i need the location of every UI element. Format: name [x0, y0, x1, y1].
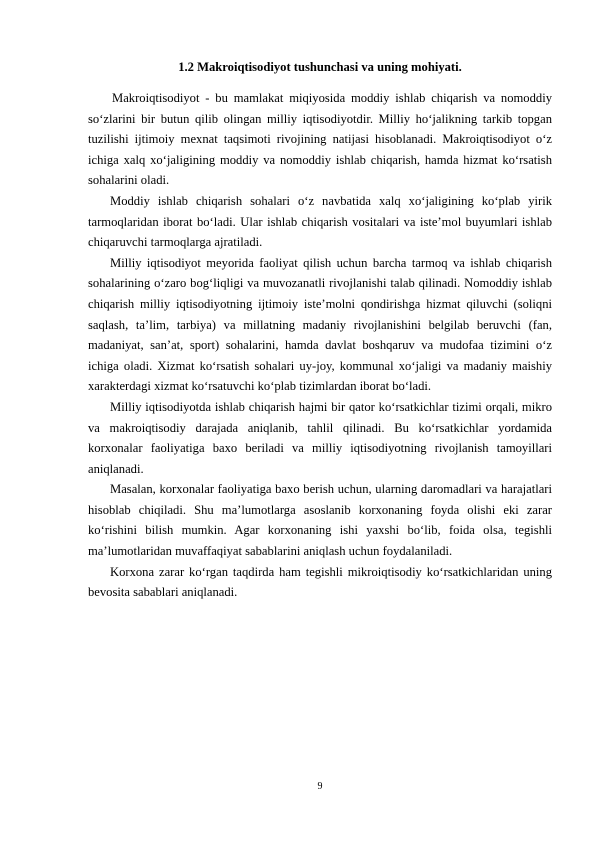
- paragraph-3: Milliy iqtisodiyot meyorida faoliyat qilish uchun barcha tarmoq va ishlab chiqarish sohalarining o‘zaro bog‘liqligi va muvozanatli rivojlanishi talab qilinadi. Nomoddiy ishlab chiqarish milliy iqtisodiyotning ijtimoiy iste’molni qondirishga hizmat qiluvchi (soliqni saqlash, ta’lim, tarbiya) va millatning madaniy rivojlanishini belgilab beruvchi (fan, madaniyat, san’at, sport) sohalarini, hamda davlat boshqaruv va mudofaa tizimini o‘z ichiga oladi. Xizmat ko‘rsatish sohalari uy-joy, kommunal xo‘jaligi va madaniy maishiy xarakterdagi xizmat ko‘rsatuvchi ko‘plab tizimlardan iborat bo‘ladi.: [88, 255, 552, 394]
- paragraph-2: Moddiy ishlab chiqarish sohalari o‘z navbatida xalq xo‘jaligining ko‘plab yirik tarmoqlaridan iborat bo‘ladi. Ular ishlab chiqarish vositalari va iste’mol buyumlari ishlab chiqaruvchi tarmoqlarga ajratiladi.: [88, 193, 552, 250]
- section-title: 1.2 Makroiqtisodiyot tushunchasi va uning mohiyati.: [178, 60, 462, 74]
- paragraph-6: Korxona zarar ko‘rgan taqdirda ham tegishli mikroiqtisodiy ko‘rsatkichlaridan uning bevosita sabablari aniqlanadi.: [88, 564, 552, 600]
- paragraph-1: Makroiqtisodiyot - bu mamlakat miqiyosida moddiy ishlab chiqarish va nomoddiy so‘zlarini bir butun qilib olingan milliy iqtisodiyotdir. Milliy ho‘jalikning tarkib topgan tuzilishi ijtimoiy mexnat taqsimoti rivojining natijasi hisoblanadi. Makroiqtisodiyot o‘z ichiga xalq xo‘jaligining moddiy va nomoddiy ishlab chiqarish, hamda hizmat ko‘rsatish sohalarini oladi.: [88, 91, 552, 188]
- paragraph-5: Masalan, korxonalar faoliyatiga baxo berish uchun, ularning daromadlari va harajatlari hisoblab chiqiladi. Shu ma’lumotlarga asoslanib korxonaning foyda olishi eki zarar ko‘rishini bilish mumkin. Agar korxonaning ishi yaxshi bo‘lib, foida olsa, tegishli ma’lumotlaridan muvaffaqiyat sabablarini aniqlash uchun foydalaniladi.: [88, 482, 552, 559]
- page-number: 9: [317, 781, 323, 792]
- paragraph-4: Milliy iqtisodiyotda ishlab chiqarish hajmi bir qator ko‘rsatkichlar tizimi orqali, mikro va makroiqtisodiy darajada aniqlanib, tahlil qilinadi. Bu ko‘rsatkichlar yordamida korxonalar faoliyatiga baxo beriladi va milliy iqtisodiyotning rivojlanish tamoyillari aniqlanadi.: [88, 399, 552, 476]
- body-text: [88, 88, 552, 603]
